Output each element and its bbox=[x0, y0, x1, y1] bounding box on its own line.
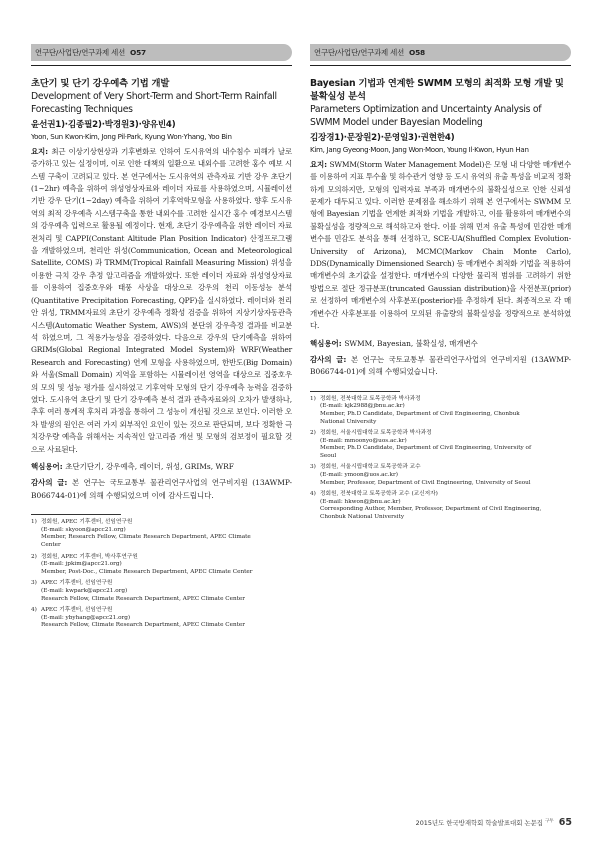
footnote-line: 정회원, APEC 기후센터, 박사후연구원 bbox=[41, 553, 138, 560]
title-korean: Bayesian 기법과 연계한 SWMM 모형의 최적화 모형 개발 및 불확실성 분석 bbox=[310, 78, 564, 102]
footnote bbox=[310, 464, 571, 487]
footnotes bbox=[310, 396, 571, 522]
footnote-line: Chonbuk National University bbox=[320, 514, 405, 521]
page-number: 65 bbox=[558, 817, 572, 828]
footnote bbox=[31, 607, 292, 630]
footnote-number: 1) bbox=[310, 395, 316, 402]
footnote-line: (E-mail: kjk2988@jbnu.ac.kr) bbox=[320, 403, 405, 410]
footnote-line: National University bbox=[320, 418, 377, 425]
title-english: Parameters Optimization and Uncertainty Analysis of SWMM Model under Bayesian Modeling bbox=[310, 104, 542, 129]
footnote-line: 정회원, 전북대학교 토목공학과 박사과정 bbox=[320, 395, 421, 402]
ack-text: 본 연구는 국토교통부 물관리연구사업의 연구비지원 (13AWMP-B066744-01)에 의해 수행되었습니다. bbox=[310, 354, 571, 377]
abstract-text: SWMM(Storm Water Management Model)은 모형 내 다양한 매개변수를 이용하여 지표 투수율 및 하수관거 영향 등 도시 유역의 유출 특성을 비교적 정확하게 모의하지만, 모형의 입력자료 부족과 매개변수의 불확실성으로 인한 신뢰성 문제가 대두되고 있다. 이러한 문제점을 해소하기 위해 본 연구에서는 SWMM 모형에 Bayesian 기법을 연계한 최적화 기법을 개발하고, 이를 활용하여 매개변수의 불확실성을 정량적으로 해석하고자 한다. 이를 위해 먼저 유출 특성에 민감한 매개변수를 민감도 분석을 통해 선정하고, SCE-UA(Shuffled Complex Evolution-University of Arizona), MCMC(Markov Chain Monte Carlo), DDS(Dynamically Dimensioned Search) 등 매개변수 최적화 기법을 적용하여 매개변수의 초기값을 설정한다. 매개변수의 다양한 물리적 범위를 고려하기 위한 방법으로 절단 정규분포(truncated Gaussian distribution)을 사전분포(prior)로 선정하여 매개변수의 사후분포(posterior)를 추정하게 된다. 최종적으로 각 매개변수간 사후분포를 이용하여 모의된 유출량의 불확실성을 정량적으로 분석하였다. bbox=[310, 159, 571, 331]
abstract-text: 최근 이상기상현상과 기후변화로 인하여 도시유역의 내수침수 피해가 날로 증가하고 있는 실정이며, 이로 인한 대책의 일환으로 내외수를 고려한 홍수 예보 시스템 구축이 고려되고 있다. 본 연구에서는 도시유역의 관측자료 기반 강우 초단기(1~2hr) 예측을 위하여 위성영상자료와 레이더 자료를 사용하였으며, 시뮬레이션 기반 강우 단기(1~2day) 예측을 위하여 기후역학모형을 사용하였다. 향후 도시유역의 최적 강우예측 시스템구축을 통한 내외수를 고려한 실시간 홍수 예경보시스템의 강우예측 입력으로 활용될 예정이다. 현재, 초단기 강우예측을 위한 레이더 자료 전처리 및 CAPPI(Constant Altitude Plan Position Indicator) 산정프로그램을 개발하였으며, 천리안 위성(Communication, Ocean and Meteorological Satellite, COMS) 과 TRMM(Tropical Rainfall Measuring Mission) 위성을 이용한 극치 강우 추정 알고리즘을 개발하였다. 또한 레이더 자료와 위성영상자료를 이용하여 집중호우와 태풍 사상을 대상으로 강우의 천리 이동성능 분석(Quantitative Precipitation Forecasting, QPF)을 실시하였다. 레이더와 천리안 위성, TRMM자료의 초단기 강우예측 정확성 검증을 위하여 지상기상자동관측시스템(Automatic Weather System, AWS)의 분단위 강우측정 결과를 비교분석 하였으며, 그 적용가능성을 검증하였다. 다음으로 강우의 단기예측을 위하여 GRIMs(Global Regional Integrated Model System)와 WRF(Weather Research and Forecasting) 연계 모형을 사용하였으며, 한반도(Big Domain)와 서울(Small Domain) 지역을 포함하는 시뮬레이션 영역을 대상으로 집중호우의 모의 및 성능 평가를 실시하였고 기후역학 모형의 단기 강우예측 능력을 검증하였다. 도시유역 초단기 및 단기 강우예측 분석 결과 관측자료와의 오차가 발생하나, 추후 여러 통계적 후처리 과정을 통하여 그 성능이 개선될 것으로 보인다. 이러한 오차 발생의 원인은 여러 가지 외부적인 요인이 있는 것으로 판단되며, 보다 정확한 극치강우량 예측을 위해서는 지속적인 알고리즘 개선 및 모형의 검보정이 필요할 것으로 사료된다. bbox=[31, 146, 292, 454]
authors-english: Kim, Jang Gyeong·Moon, Jang Won·Moon, Young Il·Kwon, Hyun Han bbox=[310, 144, 529, 154]
footnote bbox=[31, 519, 292, 549]
keywords bbox=[31, 461, 292, 473]
footnote-line: Member, Ph.D Candidate, Department of Civil Engineering, University of bbox=[320, 445, 532, 452]
keywords-label: 핵심용어: bbox=[31, 461, 66, 471]
footnote-number: 4) bbox=[310, 491, 316, 498]
footnote-number: 3) bbox=[31, 580, 37, 587]
footnote-line: Corresponding Author, Member, Professor, Department of Civil Engineering, bbox=[320, 506, 542, 513]
footnote-line: 정회원, APEC 기후센터, 선임연구원 bbox=[41, 519, 133, 526]
footnote-rule bbox=[31, 514, 121, 515]
session-code: O58 bbox=[409, 48, 425, 57]
footnote-line: APEC 기후센터, 선임연구원 bbox=[41, 607, 113, 614]
header-rule bbox=[31, 65, 292, 66]
session-header bbox=[31, 44, 292, 61]
footnote-line: Member, Professor, Department of Civil Engineering, University of Seoul bbox=[320, 479, 531, 486]
session-label: 연구단/사업단/연구과제 세션 bbox=[35, 48, 126, 57]
footnote-line: 정회원, 서울시립대학교 토목공학과 교수 bbox=[320, 464, 421, 471]
abstract-label: 요지: bbox=[31, 146, 52, 156]
footnote-line: Research Fellow, Climate Research Department, APEC Climate Center bbox=[41, 595, 246, 602]
footnote bbox=[31, 580, 292, 603]
header-rule bbox=[310, 65, 571, 66]
footnote-line: Seoul bbox=[320, 452, 337, 459]
page-footer bbox=[360, 817, 572, 828]
acknowledgement bbox=[310, 354, 571, 379]
footer-text: 2015년도 한국방재학회 학술발표대회 논문집 bbox=[415, 819, 543, 827]
footnotes bbox=[31, 519, 292, 630]
footnote bbox=[31, 554, 292, 577]
abstract bbox=[31, 146, 292, 456]
title-english: Development of Very Short-Term and Short-Term Rainfall Forecasting Techniques bbox=[31, 91, 277, 116]
footnote-number: 4) bbox=[31, 607, 37, 614]
ack-label: 감사의 글: bbox=[310, 354, 352, 364]
footnote-line: 정회원, 서울시립대학교 토목공학과 박사과정 bbox=[320, 430, 432, 437]
abstract bbox=[310, 159, 571, 333]
footnote-number: 1) bbox=[31, 519, 37, 526]
ack-text: 본 연구는 국토교통부 물관리연구사업의 연구비지원 (13AWMP-B066744-01)에 의해 수행되었으며 이에 감사드립니다. bbox=[31, 478, 292, 500]
title-korean: 초단기 및 단기 강우예측 기법 개발 bbox=[31, 78, 170, 89]
footnote-rule bbox=[310, 391, 400, 392]
keywords-label: 핵심용어: bbox=[310, 338, 345, 348]
footnote-line: Member, Research Fellow, Climate Research Department, APEC Climate bbox=[41, 534, 251, 541]
footnote-line: (E-mail: ymoon@uos.ac.kr) bbox=[320, 472, 398, 479]
footnote-line: (E-mail: kwpark@apcc21.org) bbox=[41, 587, 128, 594]
right-abstract bbox=[310, 44, 571, 522]
footnote-line: (E-mail: hkwon@jbnu.ac.kr) bbox=[320, 498, 401, 505]
ack-label: 감사의 글: bbox=[31, 478, 73, 488]
authors-english: Yoon, Sun Kwon·Kim, Jong Pil·Park, Kyung Won·Yhang, Yoo Bin bbox=[31, 131, 232, 141]
authors-korean: 윤선권1)·김종필2)·박경원3)·양유빈4) bbox=[31, 119, 176, 130]
footnote-line: Center bbox=[41, 541, 61, 548]
footnote-line: (E-mail: jpkim@apcc21.org) bbox=[41, 561, 122, 568]
footnote-line: Research Fellow, Climate Research Department, APEC Climate Center bbox=[41, 622, 246, 629]
footnote-number: 3) bbox=[310, 464, 316, 471]
keywords-text: 초단기단기, 강우예측, 레이더, 위성, GRIMs, WRF bbox=[65, 461, 234, 471]
authors-korean: 김장경1)·문장원2)·문영일3)·권현한4) bbox=[310, 132, 455, 143]
footnote-line: (E-mail: ybyhang@apcc21.org) bbox=[41, 614, 131, 621]
keywords bbox=[310, 338, 571, 350]
footnote-line: (E-mail: skyoon@apcc21.org) bbox=[41, 526, 126, 533]
footnote-line: Member, Ph.D Candidate, Department of Civil Engineering, Chonbuk bbox=[320, 410, 520, 417]
session-code: O57 bbox=[130, 48, 146, 57]
footnote-line: (E-mail: mmoonyo@uos.ac.kr) bbox=[320, 437, 407, 444]
footnote-line: 정회원, 전북대학교 토목공학과 교수 (교신저자) bbox=[320, 491, 438, 498]
footnote bbox=[310, 491, 571, 521]
left-abstract bbox=[31, 44, 292, 630]
footnote-number: 2) bbox=[310, 430, 316, 437]
footnote bbox=[310, 430, 571, 460]
session-label: 연구단/사업단/연구과제 세션 bbox=[314, 48, 405, 57]
footnote-line: Member, Post-Doc., Climate Research Department, APEC Climate Center bbox=[41, 568, 253, 575]
footnote-number: 2) bbox=[31, 553, 37, 560]
keywords-text: SWMM, Bayesian, 불확실성, 매개변수 bbox=[344, 338, 478, 348]
acknowledgement bbox=[31, 477, 292, 502]
footnote-line: APEC 기후센터, 선임연구원 bbox=[41, 580, 113, 587]
footer-mark: 구두 bbox=[545, 818, 554, 824]
abstract-label: 요지: bbox=[310, 159, 330, 169]
footnote bbox=[310, 396, 571, 426]
session-header bbox=[310, 44, 571, 61]
